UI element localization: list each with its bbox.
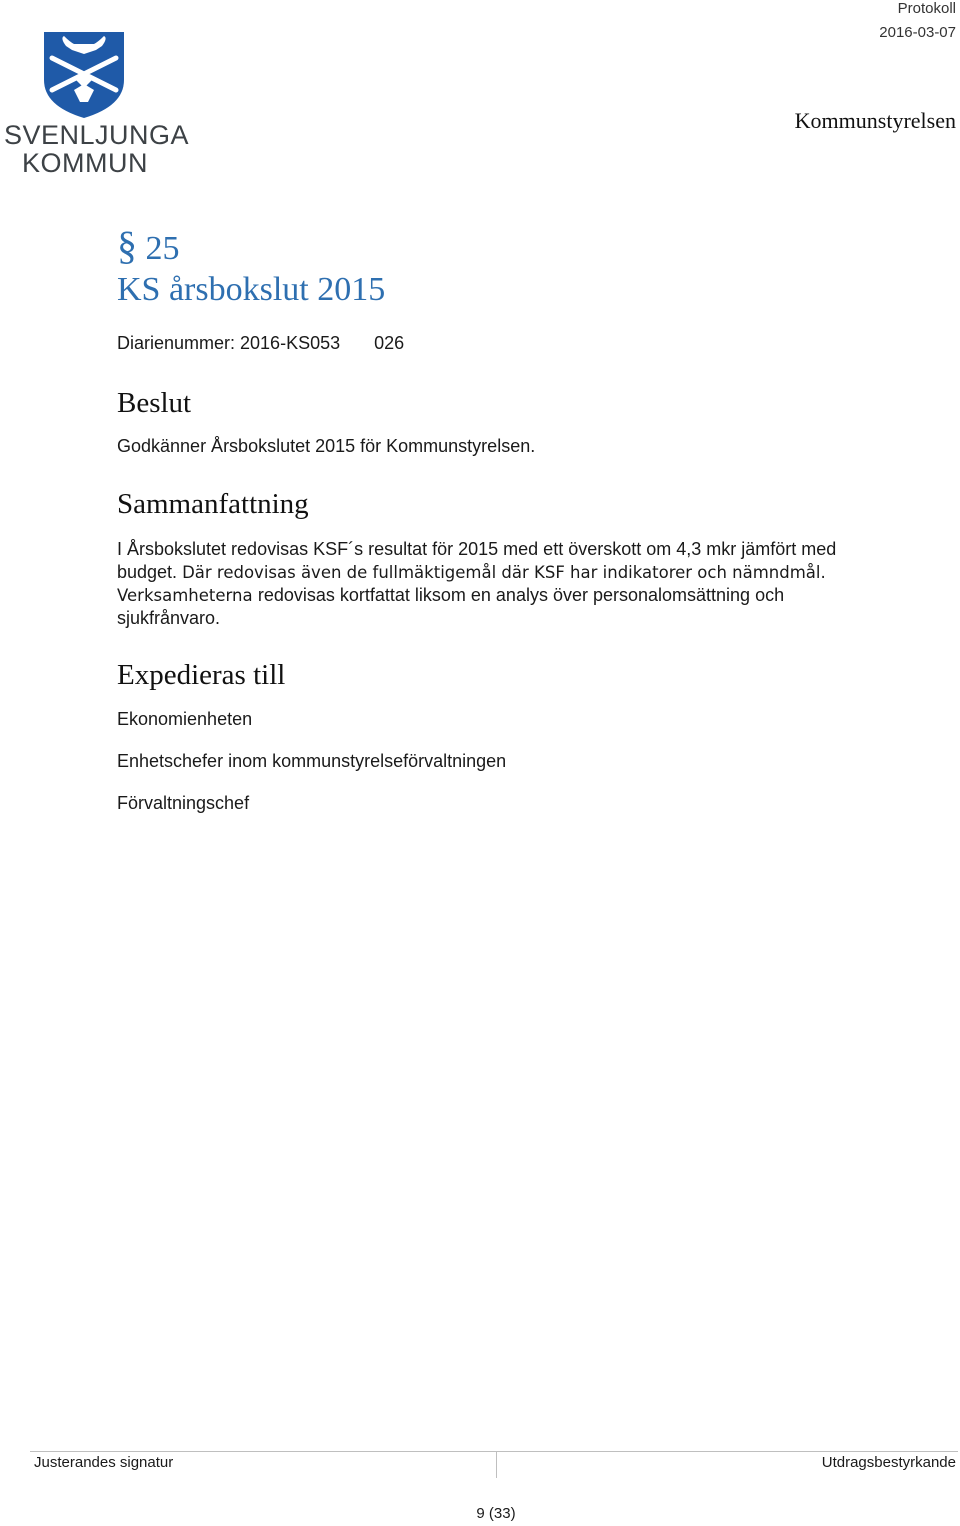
municipality-logo [4,28,190,178]
summary-text [117,538,857,630]
summary-heading: Sammanfattning [117,488,309,520]
section-number [117,223,180,269]
section-number-value: 25 [145,230,180,267]
logo-line-2: KOMMUN [22,148,148,178]
summary-part-2: Där redovisas även de fullmäktigemål där KSF har indikatorer och nämndmål. Verksamheterna [117,563,826,605]
decision-heading: Beslut [117,387,192,419]
coat-of-arms-icon [4,28,164,120]
paragraph-icon: § [117,223,137,268]
distribution-heading: Expedieras till [117,659,286,691]
summary-part-3: redovisas kortfattat liksom en analys över personalomsättning och sjukfrånvaro. [117,585,785,628]
distribution-item: Enhetschefer inom kommunstyrelseförvaltningen [117,751,507,771]
footer-divider [30,1451,958,1452]
document-type: Protokoll [897,0,956,17]
footer-column-divider [496,1452,497,1478]
certification-field-label: Utdragsbestyrkande [821,1454,956,1471]
decision-text: Godkänner Årsbokslutet 2015 för Kommunstyrelsen. [117,436,536,456]
summary-part-1: I Årsbokslutet redovisas KSF´s resultat för 2015 med ett överskott om 4,3 mkr jämfört med budget. [117,539,837,582]
diary-code: 026 [374,333,405,353]
distribution-item: Förvaltningschef [117,793,250,813]
distribution-item: Ekonomienheten [117,709,253,729]
page-number: 9 (33) [476,1505,516,1522]
section-title: KS årsbokslut 2015 [117,271,386,308]
diary-number-label: Diarienummer: 2016-KS053 [117,333,341,353]
diary-number [117,333,404,354]
document-date: 2016-03-07 [879,24,956,41]
logo-line-1: SVENLJUNGA [4,120,190,150]
signature-field-label: Justerandes signatur [34,1454,174,1471]
committee-name: Kommunstyrelsen [794,108,956,133]
